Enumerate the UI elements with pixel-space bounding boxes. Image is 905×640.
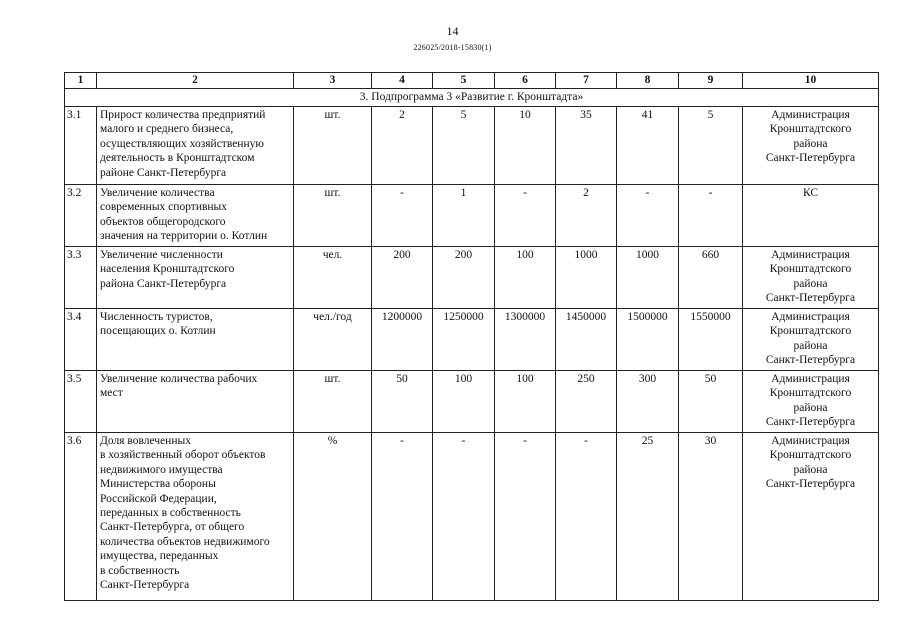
indicator-name bbox=[97, 185, 294, 247]
responsible-line: Администрация bbox=[771, 435, 850, 447]
indicator-name-line: Доля вовлеченных bbox=[100, 435, 191, 447]
responsible-line: Администрация bbox=[771, 311, 850, 323]
indicator-name bbox=[97, 309, 294, 371]
value-cell-col-5: - bbox=[433, 433, 495, 601]
column-header-8: 8 bbox=[617, 73, 679, 89]
column-header-9: 9 bbox=[679, 73, 743, 89]
responsible-cell bbox=[743, 185, 879, 247]
table-row bbox=[65, 309, 879, 371]
value-cell-col-8: 25 bbox=[617, 433, 679, 601]
indicator-name-line: в хозяйственный оборот объектов bbox=[100, 449, 266, 462]
value-cell-col-4: 200 bbox=[372, 247, 433, 309]
section-row bbox=[65, 89, 879, 107]
responsible-line: Администрация bbox=[771, 373, 850, 385]
indicator-name-line: осуществляющих хозяйственную bbox=[100, 137, 264, 150]
row-number: 3.3 bbox=[65, 247, 97, 309]
section-title: 3. Подпрограмма 3 «Развитие г. Кронштадта» bbox=[65, 89, 879, 107]
column-header-7: 7 bbox=[556, 73, 617, 89]
column-header-5: 5 bbox=[433, 73, 495, 89]
indicator-name-line: Прирост количества предприятий bbox=[100, 109, 266, 121]
document-id: 226025/2018-15830(1) bbox=[413, 43, 492, 52]
responsible-line: Санкт-Петербурга bbox=[765, 416, 856, 429]
value-cell-col-7: 35 bbox=[556, 107, 617, 185]
value-cell-col-5: 200 bbox=[433, 247, 495, 309]
responsible-line: района bbox=[793, 339, 828, 352]
row-number: 3.4 bbox=[65, 309, 97, 371]
indicator-name-line: значения на территории о. Котлин bbox=[100, 230, 268, 243]
indicator-name-line: Увеличение численности bbox=[100, 249, 223, 261]
unit-cell: шт. bbox=[294, 107, 372, 185]
value-cell-col-9: 50 bbox=[679, 371, 743, 433]
unit-cell: чел./год bbox=[294, 309, 372, 371]
responsible-line: Кронштадтского bbox=[769, 263, 852, 276]
indicator-name-line: посещающих о. Котлин bbox=[100, 325, 216, 338]
value-cell-col-9: 660 bbox=[679, 247, 743, 309]
value-cell-col-7: 2 bbox=[556, 185, 617, 247]
indicator-name-line: мест bbox=[100, 387, 123, 400]
value-cell-col-5: 1250000 bbox=[433, 309, 495, 371]
value-cell-col-8: 1500000 bbox=[617, 309, 679, 371]
indicator-name-line: Российской Федерации, bbox=[100, 492, 217, 505]
indicator-name-line: в собственность bbox=[100, 564, 180, 577]
indicator-name-line: Численность туристов, bbox=[100, 311, 213, 323]
unit-cell: шт. bbox=[294, 371, 372, 433]
responsible-line: Санкт-Петербурга bbox=[765, 354, 856, 367]
value-cell-col-6: 10 bbox=[495, 107, 556, 185]
unit-cell: чел. bbox=[294, 247, 372, 309]
indicator-name-line: количества объектов недвижимого bbox=[100, 535, 270, 548]
indicator-name bbox=[97, 107, 294, 185]
value-cell-col-4: - bbox=[372, 185, 433, 247]
table-row bbox=[65, 371, 879, 433]
indicator-name-line: деятельность в Кронштадтском bbox=[100, 152, 255, 165]
value-cell-col-4: 1200000 bbox=[372, 309, 433, 371]
column-header-2: 2 bbox=[97, 73, 294, 89]
indicator-name bbox=[97, 433, 294, 601]
indicator-name bbox=[97, 371, 294, 433]
value-cell-col-4: 50 bbox=[372, 371, 433, 433]
value-cell-col-6: - bbox=[495, 433, 556, 601]
responsible-line: района bbox=[793, 277, 828, 290]
responsible-line: Кронштадтского bbox=[769, 325, 852, 338]
indicator-name-line: Санкт-Петербурга, от общего bbox=[100, 521, 245, 534]
value-cell-col-9: 1550000 bbox=[679, 309, 743, 371]
column-header-row bbox=[65, 73, 879, 89]
value-cell-col-4: - bbox=[372, 433, 433, 601]
responsible-line: Санкт-Петербурга bbox=[765, 152, 856, 165]
responsible-cell bbox=[743, 107, 879, 185]
column-header-3: 3 bbox=[294, 73, 372, 89]
indicator-name-line: Увеличение количества рабочих bbox=[100, 373, 258, 385]
value-cell-col-4: 2 bbox=[372, 107, 433, 185]
indicator-name bbox=[97, 247, 294, 309]
indicator-name-line: имущества, переданных bbox=[100, 550, 219, 563]
indicator-name-line: Увеличение количества bbox=[100, 187, 215, 199]
indicator-name-line: населения Кронштадтского bbox=[100, 263, 235, 276]
responsible-line: Кронштадтского bbox=[769, 449, 852, 462]
responsible-line: Кронштадтского bbox=[769, 123, 852, 136]
responsible-cell bbox=[743, 309, 879, 371]
responsible-line: района bbox=[793, 463, 828, 476]
responsible-line: Администрация bbox=[771, 249, 850, 261]
responsible-line: района bbox=[793, 137, 828, 150]
table-row bbox=[65, 185, 879, 247]
row-number: 3.6 bbox=[65, 433, 97, 601]
value-cell-col-5: 100 bbox=[433, 371, 495, 433]
column-header-6: 6 bbox=[495, 73, 556, 89]
value-cell-col-9: - bbox=[679, 185, 743, 247]
row-number: 3.5 bbox=[65, 371, 97, 433]
page-number: 14 bbox=[446, 24, 459, 38]
indicator-name-line: районе Санкт-Петербурга bbox=[100, 166, 227, 179]
value-cell-col-6: 1300000 bbox=[495, 309, 556, 371]
value-cell-col-8: - bbox=[617, 185, 679, 247]
row-number: 3.1 bbox=[65, 107, 97, 185]
value-cell-col-9: 30 bbox=[679, 433, 743, 601]
indicator-name-line: Санкт-Петербурга bbox=[100, 579, 190, 592]
unit-cell: % bbox=[294, 433, 372, 601]
responsible-cell bbox=[743, 433, 879, 601]
value-cell-col-9: 5 bbox=[679, 107, 743, 185]
table-row bbox=[65, 107, 879, 185]
indicator-name-line: района Санкт-Петербурга bbox=[100, 277, 227, 290]
responsible-cell bbox=[743, 247, 879, 309]
table-row bbox=[65, 433, 879, 601]
value-cell-col-6: 100 bbox=[495, 247, 556, 309]
indicators-table bbox=[64, 72, 879, 601]
responsible-line: КС bbox=[802, 187, 819, 199]
value-cell-col-7: - bbox=[556, 433, 617, 601]
indicator-name-line: малого и среднего бизнеса, bbox=[100, 123, 234, 136]
indicator-name-line: Министерства обороны bbox=[100, 478, 216, 491]
responsible-line: Администрация bbox=[771, 109, 850, 121]
indicator-name-line: современных спортивных bbox=[100, 201, 228, 214]
value-cell-col-6: 100 bbox=[495, 371, 556, 433]
value-cell-col-7: 1450000 bbox=[556, 309, 617, 371]
value-cell-col-5: 1 bbox=[433, 185, 495, 247]
column-header-4: 4 bbox=[372, 73, 433, 89]
row-number: 3.2 bbox=[65, 185, 97, 247]
value-cell-col-7: 1000 bbox=[556, 247, 617, 309]
value-cell-col-8: 300 bbox=[617, 371, 679, 433]
value-cell-col-6: - bbox=[495, 185, 556, 247]
responsible-line: Санкт-Петербурга bbox=[765, 292, 856, 305]
value-cell-col-8: 41 bbox=[617, 107, 679, 185]
responsible-line: района bbox=[793, 401, 828, 414]
unit-cell: шт. bbox=[294, 185, 372, 247]
column-header-1: 1 bbox=[65, 73, 97, 89]
value-cell-col-7: 250 bbox=[556, 371, 617, 433]
value-cell-col-8: 1000 bbox=[617, 247, 679, 309]
responsible-line: Санкт-Петербурга bbox=[765, 478, 856, 491]
table-row bbox=[65, 247, 879, 309]
indicator-name-line: недвижимого имущества bbox=[100, 463, 223, 476]
indicator-name-line: объектов общегородского bbox=[100, 215, 226, 228]
responsible-line: Кронштадтского bbox=[769, 387, 852, 400]
column-header-10: 10 bbox=[743, 73, 879, 89]
responsible-cell bbox=[743, 371, 879, 433]
value-cell-col-5: 5 bbox=[433, 107, 495, 185]
indicator-name-line: переданных в собственность bbox=[100, 507, 241, 520]
